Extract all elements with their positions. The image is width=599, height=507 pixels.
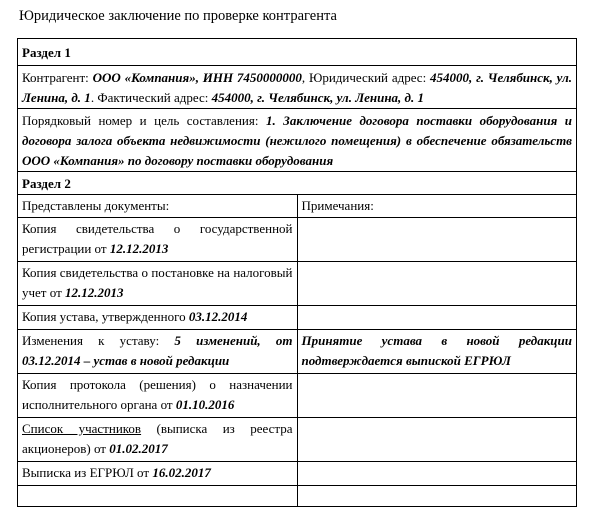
document-date: 01.10.2016 (175, 397, 235, 412)
purpose-cell (18, 109, 577, 172)
note-cell (297, 374, 577, 418)
note-cell (297, 306, 577, 330)
note-cell (297, 462, 577, 486)
note-cell: Принятие устава в новой редакции подтверждается выпиской ЕГРЮЛ (297, 330, 577, 374)
document-cell (18, 374, 298, 418)
document-text-underlined: Список участников (22, 421, 142, 436)
table-row (18, 462, 577, 486)
actual-address-label: . Фактический адрес: (90, 90, 209, 105)
section-2-heading: Раздел 2 (18, 172, 577, 195)
section-1-row (18, 39, 577, 66)
document-cell (18, 306, 298, 330)
verification-table (17, 38, 577, 507)
document-cell (18, 486, 298, 507)
purpose-value: 1. Заключение договора поставки оборудования и договора залога объекта недвижимости (нежилого помещения) в обеспечение обязательств ООО «Компания» по договору поставки оборудования (22, 113, 573, 168)
counterparty-cell (18, 66, 577, 109)
note-cell (297, 218, 577, 262)
note-cell (297, 486, 577, 507)
document-cell (18, 462, 298, 486)
section-1-heading: Раздел 1 (18, 39, 577, 66)
section-2-row (18, 172, 577, 195)
counterparty-name: ООО «Компания», ИНН 7450000000 (92, 70, 302, 85)
document-date: 12.12.2013 (109, 241, 169, 256)
document-cell (18, 330, 298, 374)
document-text: Копия свидетельства о постановке на налоговый учет от (22, 265, 293, 300)
table-row (18, 374, 577, 418)
columns-header-row (18, 195, 577, 218)
notes-column-header: Примечания: (297, 195, 577, 218)
purpose-label: Порядковый номер и цель составления: (22, 113, 259, 128)
table-row (18, 486, 577, 507)
document-date: 03.12.2014 (188, 309, 248, 324)
counterparty-label: Контрагент: (22, 70, 89, 85)
documents-column-header: Представлены документы: (18, 195, 298, 218)
document-date: 5 изменений, от 03.12.2014 – устав в новой редакции (22, 333, 293, 368)
document-title: Юридическое заключение по проверке контрагента (19, 8, 337, 24)
table-row (18, 330, 577, 374)
document-text: Выписка из ЕГРЮЛ от (22, 465, 150, 480)
table-row (18, 418, 577, 462)
document-cell (18, 218, 298, 262)
table-row (18, 218, 577, 262)
table-row (18, 262, 577, 306)
counterparty-row (18, 66, 577, 109)
document-text: Копия свидетельства о государственной регистрации от (22, 221, 293, 256)
document-cell (18, 262, 298, 306)
document-text: Изменения к уставу: (22, 333, 160, 348)
document-text: (выписка из реестра акционеров) от (22, 421, 293, 456)
document-date: 01.02.2017 (109, 441, 168, 456)
legal-address-value: 454000, г. Челябинск, ул. Ленина, д. 1 (22, 70, 573, 105)
document-text: Копия устава, утвержденного (22, 309, 186, 324)
document-cell (18, 418, 298, 462)
purpose-row (18, 109, 577, 172)
document-date: 16.02.2017 (152, 465, 211, 480)
note-cell (297, 418, 577, 462)
table-row (18, 306, 577, 330)
legal-address-label: , Юридический адрес: (301, 70, 427, 85)
document-text: Копия протокола (решения) о назначении исполнительного органа от (22, 377, 293, 412)
document-date: 12.12.2013 (65, 285, 124, 300)
note-cell (297, 262, 577, 306)
actual-address-value: 454000, г. Челябинск, ул. Ленина, д. 1 (211, 90, 424, 105)
